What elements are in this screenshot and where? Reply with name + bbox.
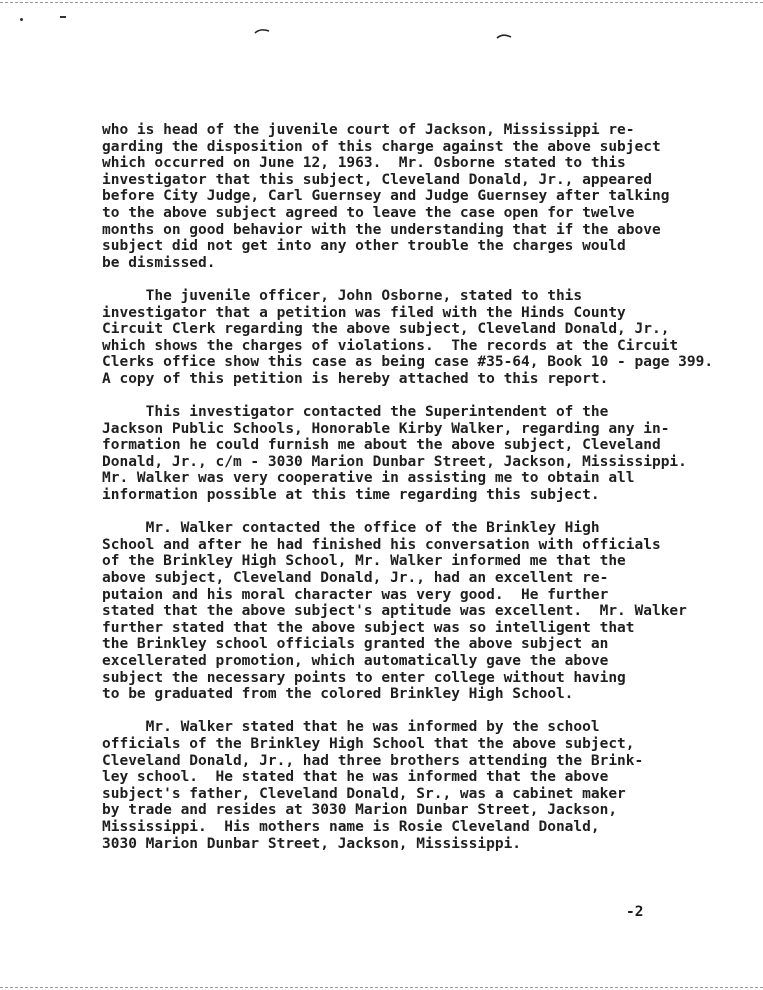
text-line: This investigator contacted the Superintendent of the — [102, 404, 609, 421]
text-line: investigator that this subject, Cleveland Donald, Jr., appeared — [102, 171, 652, 188]
scan-speck — [20, 18, 23, 21]
text-line: to the above subject agreed to leave the case open for twelve — [102, 204, 635, 221]
scan-speck — [60, 16, 66, 18]
scan-top-border — [0, 2, 763, 3]
text-line: Cleveland Donald, Jr., had three brothers attending the Brink- — [102, 752, 644, 769]
text-line: be dismissed. — [102, 254, 216, 271]
text-line: information possible at this time regarding this subject. — [102, 487, 600, 504]
text-line: Jackson Public Schools, Honorable Kirby Walker, regarding any in- — [102, 420, 670, 437]
text-line: Circuit Clerk regarding the above subject, Cleveland Donald, Jr., — [102, 321, 670, 338]
paragraph-gap — [102, 388, 742, 405]
text-line: School and after he had finished his conversation with officials — [102, 536, 661, 553]
text-line: months on good behavior with the understanding that if the above — [102, 221, 661, 238]
text-line: subject the necessary points to enter college without having — [102, 669, 626, 686]
paragraph-gap — [102, 703, 742, 720]
punch-mark-left — [254, 28, 270, 34]
text-line: the Brinkley school officials granted the above subject an — [102, 636, 609, 653]
text-line: investigator that a petition was filed with the Hinds County — [102, 304, 626, 321]
text-line: above subject, Cleveland Donald, Jr., had an excellent re- — [102, 570, 609, 587]
text-line: garding the disposition of this charge against the above subject — [102, 138, 661, 155]
paragraph-school-report — [102, 520, 742, 703]
punch-mark-right — [496, 33, 512, 39]
text-line: Donald, Jr., c/m - 3030 Marion Dunbar Street, Jackson, Mississippi. — [102, 453, 687, 470]
text-line: stated that the above subject's aptitude was excellent. Mr. Walker — [102, 603, 687, 620]
text-line: Mr. Walker contacted the office of the Brinkley High — [102, 520, 600, 537]
paragraph-petition — [102, 288, 742, 388]
text-line: Mississippi. His mothers name is Rosie Cleveland Donald, — [102, 818, 600, 835]
text-line: further stated that the above subject was so intelligent that — [102, 619, 635, 636]
scan-bottom-border — [0, 987, 763, 988]
paragraph-disposition — [102, 122, 742, 271]
text-line: Clerks office show this case as being case #35-64, Book 10 - page 399. — [102, 354, 714, 371]
text-line: putaion and his moral character was very good. He further — [102, 586, 609, 603]
text-line: to be graduated from the colored Brinkley High School. — [102, 686, 574, 703]
text-line: which occurred on June 12, 1963. Mr. Osborne stated to this — [102, 155, 626, 172]
text-line: formation he could furnish me about the above subject, Cleveland — [102, 437, 661, 454]
report-body — [102, 122, 742, 852]
text-line: Mr. Walker stated that he was informed by the school — [102, 719, 600, 736]
paragraph-gap — [102, 271, 742, 288]
text-line: subject did not get into any other trouble the charges would — [102, 238, 626, 255]
text-line: before City Judge, Carl Guernsey and Judge Guernsey after talking — [102, 188, 670, 205]
page-number: -2 — [626, 904, 644, 920]
text-line: officials of the Brinkley High School that the above subject, — [102, 735, 635, 752]
text-line: subject's father, Cleveland Donald, Sr., was a cabinet maker — [102, 785, 626, 802]
text-line: which shows the charges of violations. The records at the Circuit — [102, 337, 679, 354]
paragraph-superintendent — [102, 404, 742, 504]
text-line: A copy of this petition is hereby attached to this report. — [102, 370, 609, 387]
text-line: The juvenile officer, John Osborne, stated to this — [102, 287, 583, 304]
paragraph-gap — [102, 504, 742, 521]
text-line: 3030 Marion Dunbar Street, Jackson, Mississippi. — [102, 835, 522, 852]
text-line: Mr. Walker was very cooperative in assisting me to obtain all — [102, 470, 635, 487]
text-line: who is head of the juvenile court of Jackson, Mississippi re- — [102, 122, 635, 138]
text-line: ley school. He stated that he was informed that the above — [102, 769, 609, 786]
text-line: of the Brinkley High School, Mr. Walker informed me that the — [102, 553, 626, 570]
paragraph-family — [102, 719, 742, 852]
text-line: by trade and resides at 3030 Marion Dunbar Street, Jackson, — [102, 802, 618, 819]
text-line: excellerated promotion, which automatically gave the above — [102, 653, 609, 669]
